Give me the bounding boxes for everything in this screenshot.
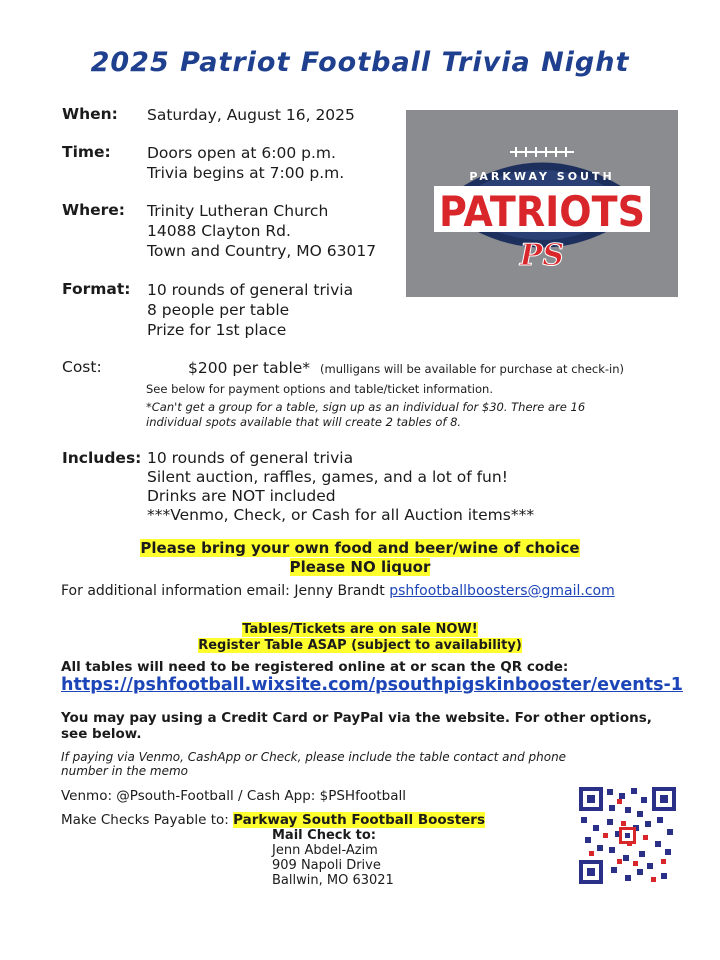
mail-line: Jenn Abdel-Azim	[272, 843, 378, 858]
bring-line: Please NO liquor	[289, 558, 431, 576]
memo-line: If paying via Venmo, CashApp or Check, please include the table contact and phone	[61, 750, 567, 764]
cost-label: Cost:	[62, 358, 102, 376]
logo-main-text: PATRIOTS	[439, 187, 645, 236]
where-label: Where:	[62, 201, 125, 219]
format-line: 10 rounds of general trivia	[147, 281, 354, 299]
memo-note	[61, 750, 566, 778]
contact-line	[61, 583, 615, 599]
mail-address	[272, 828, 394, 888]
cost-individual-note	[146, 400, 585, 430]
register-text: All tables will need to be registered online at or scan the QR code:	[61, 659, 569, 675]
where-line: 14088 Clayton Rd.	[147, 222, 291, 240]
includes-line: ***Venmo, Check, or Cash for all Auction items***	[147, 506, 535, 524]
cost-price: $200 per table*	[188, 359, 311, 377]
pay-line: You may pay using a Credit Card or PayPal via the website. For other options,	[61, 710, 652, 726]
qr-code[interactable]	[577, 785, 678, 886]
when-value: Saturday, August 16, 2025	[147, 106, 355, 124]
cost-mulligan-note: (mulligans will be available for purchase at check-in)	[320, 362, 624, 376]
page-title: 2025 Patriot Football Trivia Night	[90, 47, 630, 78]
contact-email-link[interactable]: pshfootballboosters@gmail.com	[389, 583, 615, 599]
where-line: Town and Country, MO 63017	[147, 242, 377, 260]
contact-text: For additional information email: Jenny Brandt	[61, 583, 385, 599]
bring-line: Please bring your own food and beer/wine of choice	[140, 539, 580, 557]
includes-value	[147, 449, 534, 525]
where-line: Trinity Lutheran Church	[147, 202, 329, 220]
time-value	[147, 143, 344, 183]
bring-notice	[0, 539, 720, 577]
cost-payment-note: See below for payment options and table/ticket information.	[146, 382, 493, 396]
pay-info	[61, 710, 652, 742]
logo-monogram: PS	[519, 238, 565, 273]
format-label: Format:	[62, 280, 131, 298]
football-logo-icon	[406, 110, 678, 297]
logo-top-text: PARKWAY SOUTH	[469, 170, 615, 183]
where-value	[147, 201, 376, 261]
note-line: individual spots available that will create 2 tables of 8.	[146, 415, 462, 429]
sale-line: Register Table ASAP (subject to availability)	[198, 638, 522, 653]
mail-line: 909 Napoli Drive	[272, 858, 381, 873]
mail-line: Mail Check to:	[272, 828, 376, 843]
checks-payee: Parkway South Football Boosters	[233, 812, 485, 828]
register-url-link[interactable]: https://pshfootball.wixsite.com/psouthpigskinbooster/events-1	[61, 675, 683, 695]
time-label: Time:	[62, 143, 111, 161]
patriots-logo	[406, 110, 678, 297]
format-line: Prize for 1st place	[147, 321, 287, 339]
pay-line: see below.	[61, 726, 142, 742]
when-label: When:	[62, 105, 118, 123]
format-value	[147, 280, 353, 340]
format-line: 8 people per table	[147, 301, 290, 319]
includes-label: Includes:	[62, 449, 142, 467]
mail-line: Ballwin, MO 63021	[272, 873, 394, 888]
includes-line: Silent auction, raffles, games, and a lot of fun!	[147, 468, 508, 486]
venmo-info: Venmo: @Psouth-Football / Cash App: $PSHfootball	[61, 788, 406, 804]
checks-label: Make Checks Payable to:	[61, 812, 229, 828]
note-line: *Can't get a group for a table, sign up as an individual for $30. There are 16	[146, 400, 586, 414]
memo-line: number in the memo	[61, 764, 189, 778]
includes-line: 10 rounds of general trivia	[147, 449, 354, 467]
qr-code-icon	[577, 785, 678, 886]
time-line: Trivia begins at 7:00 p.m.	[147, 164, 345, 182]
sale-notice	[0, 622, 720, 654]
sale-line: Tables/Tickets are on sale NOW!	[242, 622, 478, 637]
time-line: Doors open at 6:00 p.m.	[147, 144, 336, 162]
checks-info	[61, 812, 485, 828]
includes-line: Drinks are NOT included	[147, 487, 336, 505]
